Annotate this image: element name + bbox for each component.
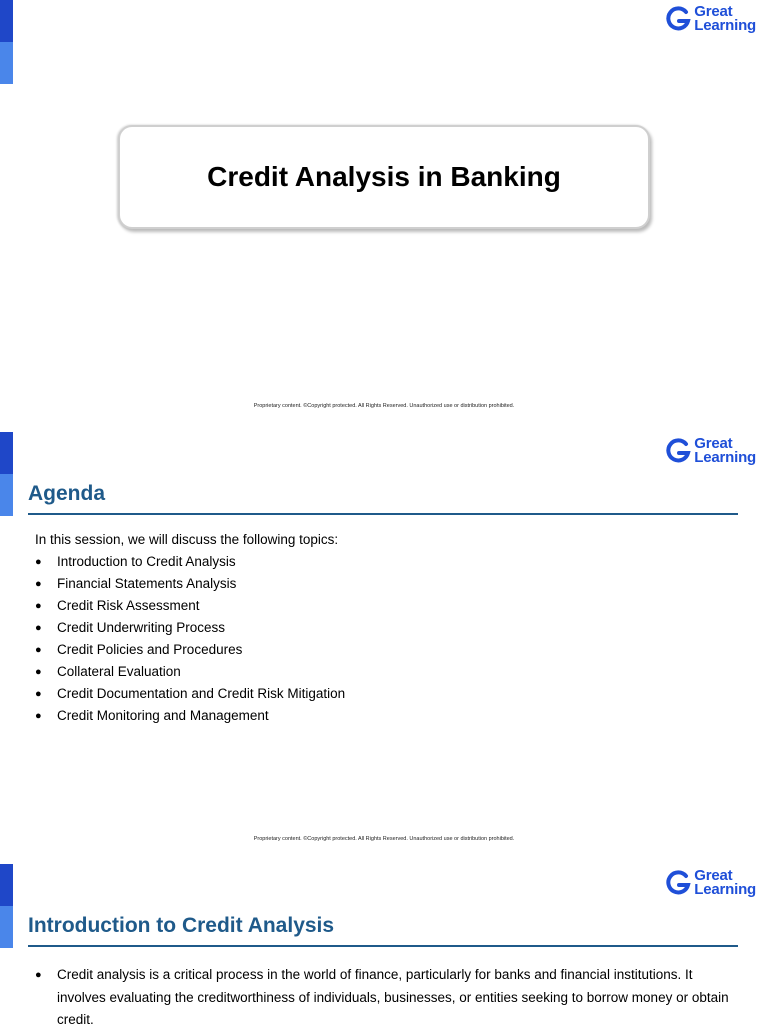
accent-bar-light [0, 42, 13, 84]
accent-bar-light [0, 906, 13, 948]
logo-line1: Great [694, 435, 733, 452]
logo-line2: Learning [694, 881, 756, 898]
logo-line1: Great [694, 3, 733, 20]
list-item: ● Credit Underwriting Process [35, 620, 226, 635]
g-logo-icon [665, 438, 691, 464]
intro-paragraph: Credit analysis is a critical process in the world of finance, particularly for banks and financial institutions. It involves evaluating the creditworthiness of individuals, businesses, or entities seeking to borrow money or obtain credit. [57, 967, 729, 1027]
slide-title-text: Credit Analysis in Banking [207, 161, 561, 192]
agenda-intro: In this session, we will discuss the following topics: [35, 532, 339, 547]
slide-intro [0, 864, 768, 1027]
list-item: ● Collateral Evaluation [35, 664, 181, 679]
great-learning-logo [665, 437, 756, 465]
agenda-heading: Agenda [28, 482, 106, 505]
copyright-footer: Proprietary content. ©Copyright protected. All Rights Reserved. Unauthorized use or distribution prohibited. [253, 836, 515, 842]
great-learning-logo [665, 869, 756, 897]
slide-agenda [0, 432, 768, 864]
heading-rule [28, 945, 738, 947]
list-item: ● Credit Documentation and Credit Risk Mitigation [35, 686, 346, 701]
heading-rule [28, 513, 738, 515]
logo-line2: Learning [694, 17, 756, 34]
agenda-list [35, 554, 345, 730]
accent-bar-dark [0, 432, 13, 474]
list-item: ● Introduction to Credit Analysis [35, 554, 236, 569]
title-box [118, 125, 650, 229]
list-item: ● Credit analysis is a critical process in the world of finance, particularly for banks and financial institutions. It involves evaluating the creditworthiness of individuals, businesses, or entities seeking to borrow money or obtain credit. [35, 964, 735, 1032]
great-learning-logo [665, 5, 756, 33]
accent-bar-dark [0, 864, 13, 906]
intro-heading: Introduction to Credit Analysis [28, 914, 335, 937]
list-item: ● Credit Policies and Procedures [35, 642, 243, 657]
list-item: ● Credit Monitoring and Management [35, 708, 269, 723]
slide-title [0, 0, 768, 432]
g-logo-icon [665, 870, 691, 896]
accent-bar-dark [0, 0, 13, 42]
list-item: ● Credit Risk Assessment [35, 598, 200, 613]
logo-line1: Great [694, 867, 733, 884]
accent-bar-light [0, 474, 13, 516]
g-logo-icon [665, 6, 691, 32]
logo-line2: Learning [694, 449, 756, 466]
copyright-footer: Proprietary content. ©Copyright protected. All Rights Reserved. Unauthorized use or distribution prohibited. [253, 403, 515, 409]
list-item: ● Financial Statements Analysis [35, 576, 237, 591]
